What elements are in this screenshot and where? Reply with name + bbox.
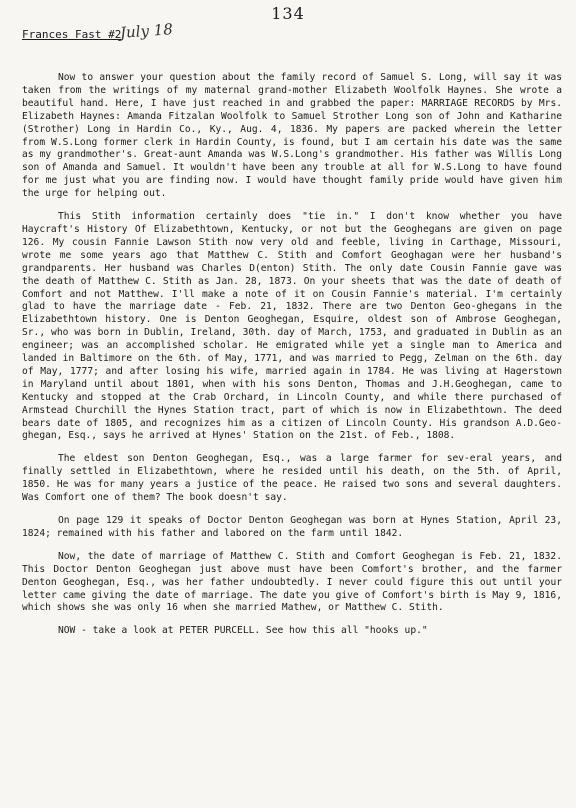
paragraph-family-record: Now to answer your question about the family record of Samuel S. Long, will say it was taken from the writings of my maternal grand-mother Elizabeth Woolfolk Haynes. She wrote a beautiful hand. Here, I have just reached in and grabbed the paper: MARRIAGE RECORDS by Mrs. Elizabeth Haynes: Amanda Fitzalan Woolfolk to Samuel Strother Long son of John and Katharine (Strother) Long in Hardin Co., Ky., Aug. 4, 1836. My papers are packed wherein the letter from W.S.Long former clerk in Hardin County, is found, but I am certain his date was the same as my grandmother's. Great-aunt Amanda was W.S.Long's grandmother. His father was Willis Long son of Amanda and Samuel. It wouldn't have been any trouble at all for W.S.Long to have found for me just what you are finding now. I would have thought family pride would have given him the urge for helping out. [22, 72, 562, 200]
page-number: 134 [271, 4, 305, 23]
paragraph-marriage-date: Now, the date of marriage of Matthew C. Stith and Comfort Geoghegan is Feb. 21, 1832. This Doctor Denton Geoghegan just above must have been Comfort's brother, and the farmer Denton Geoghegan, Esq., was her father undoubtedly. I never could figure this out until your letter came giving the date of marriage. The date you give of Comfort's birth is May 9, 1816, which shows she was only 16 when she married Mathew, or Matthew C. Stith. [22, 550, 562, 614]
paragraph-peter-purcell: NOW - take a look at PETER PURCELL. See how this all "hooks up." [58, 625, 428, 637]
paragraph-eldest-son: The eldest son Denton Geoghegan, Esq., was a large farmer for sev-eral years, and finally settled in Elizabethtown, where he resided until his death, on the 5th. of April, 1850. He was for many years a justice of the peace. He raised two sons and several daughters. Was Comfort one of them? The book doesn't say. [22, 453, 562, 504]
letter-body [22, 72, 562, 648]
paragraph-doctor-denton: On page 129 it speaks of Doctor Denton Geoghegan was born at Hynes Station, April 23, 1824; remained with his father and labored on the farm until 1842. [22, 515, 562, 539]
handwritten-date-note: July 18 [119, 20, 174, 42]
paragraph-stith-information: This Stith information certainly does "tie in." I don't know whether you have Haycraft's History Of Elizabethtown, Kentucky, or not but the Geoghegans are given on page 126. My cousin Fannie Lawson Stith now very old and feeble, living in Carthage, Missouri, wrote me some years ago that Matthew C. Stith and Comfort Geoghagan were her husband's grandparents. Her husband was Charles D(enton) Stith. The only date Cousin Fannie gave was the death of Matthew C. Stith as Jan. 28, 1873. On your sheets that was the date of death of Comfort and not Matthew. I'll make a note of it on Cousin Fannie's material. I'm certainly glad to have the marriage date - Feb. 21, 1832. There are two Denton Geo-ghegans in the Elizabethtown history. One is Denton Geoghegan, Esquire, oldest son of Ambrose Geoghegan, Sr., who was born in Dublin, Ireland, 30th. day of March, 1753, and graduated in Dublin as an engineer; was an accomplished scholar. He emigrated while yet a single man to America and landed in Baltimore on the 6th. of May, 1771, and was married to Pegg, Zelman on the 6th. day of May, 1777; and after losing his wife, married again in 1784. He was living at Hagerstown in Maryland until about 1801, when with his sons Denton, Thomas and J.H.Geoghegan, came to Kentucky and stopped at the Crab Orchard, in Lincoln County, and while there purchased of Armstead Churchill the Hynes Station tract, part of which is now in Elizabethtown. The deed bears date of 1805, and recognizes him as a citizen of Lincoln County. His grandson A.D.Geo-ghegan, Esq., says he arrived at Hynes' Station on the 21st. of Feb., 1808. [22, 211, 562, 442]
document-title: Frances Fast #2 [22, 28, 122, 41]
